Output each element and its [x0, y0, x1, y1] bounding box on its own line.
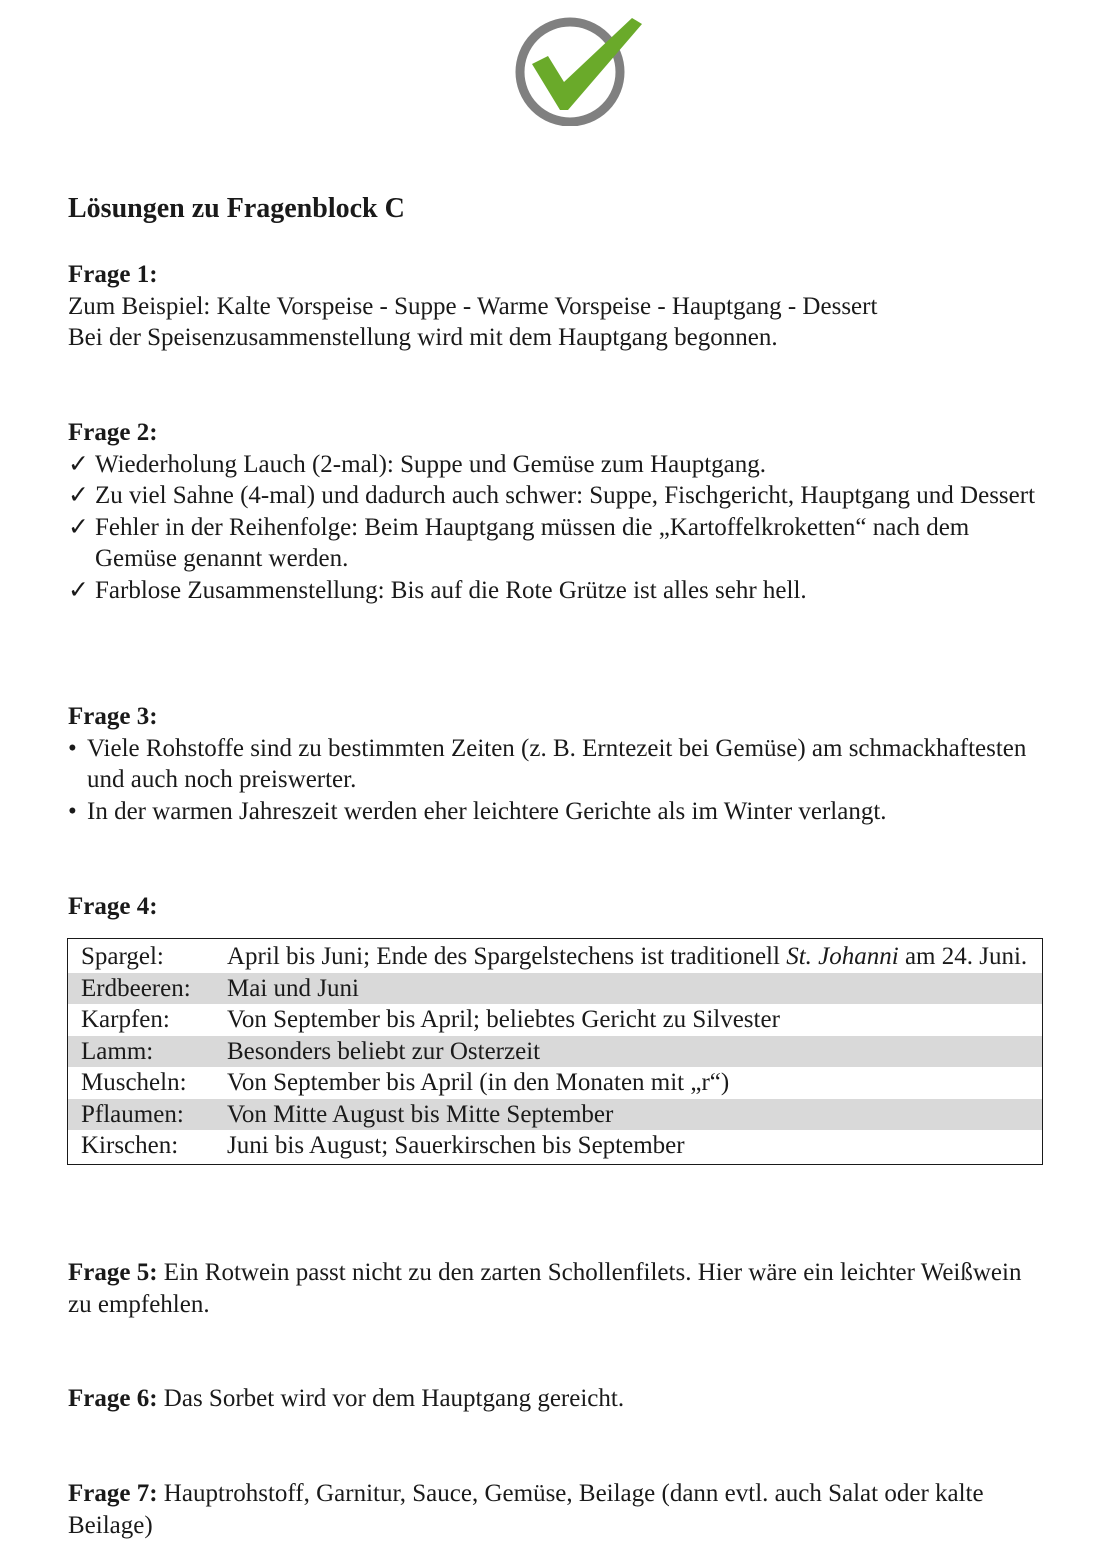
table-row	[68, 1067, 1043, 1099]
frage-4-section	[68, 891, 1045, 923]
frage-7-section	[68, 1478, 1045, 1541]
frage-6-section	[68, 1383, 1045, 1415]
table-cell-name: Spargel:	[81, 943, 164, 970]
list-item	[68, 480, 1045, 512]
table-cell-text: Mai und Juni	[227, 973, 1043, 1005]
list-item-text: Viele Rohstoffe sind zu bestimmten Zeiten (z. B. Erntezeit bei Gemüse) am schmackhaftesten und auch noch preiswerter.	[87, 734, 1027, 793]
frage-4-heading: Frage 4:	[68, 893, 158, 920]
checkmark-icon: ✓	[68, 482, 89, 509]
frage-5-section	[68, 1257, 1045, 1320]
frage-1-section	[68, 259, 1045, 354]
table-row	[68, 973, 1043, 1005]
table-row	[68, 1130, 1043, 1164]
table-row	[68, 1036, 1043, 1068]
frage-5-heading: Frage 5:	[68, 1259, 158, 1286]
list-item	[68, 449, 1045, 481]
table-cell-text: Von Mitte August bis Mitte September	[227, 1099, 1043, 1131]
table-cell-text: Von September bis April; beliebtes Gericht zu Silvester	[227, 1006, 780, 1033]
table-cell-name: Erdbeeren:	[68, 973, 228, 1005]
frage-1-line: Zum Beispiel: Kalte Vorspeise - Suppe - Warme Vorspeise - Hauptgang - Dessert	[68, 292, 878, 320]
table-cell-text: Von September bis April (in den Monaten mit „r“)	[227, 1069, 730, 1096]
list-item	[68, 512, 1045, 575]
list-item	[68, 575, 1045, 607]
table-row	[68, 1004, 1043, 1036]
checkmark-icon: ✓	[68, 450, 89, 478]
frage-3-heading: Frage 3:	[68, 703, 158, 730]
table-cell-name: Muscheln:	[81, 1069, 187, 1096]
season-table	[67, 938, 1043, 1165]
list-item-text: Fehler in der Reihenfolge: Beim Hauptgang müssen die „Kartoffelkroketten“ nach dem Gemüse genannt werden.	[95, 513, 970, 572]
table-cell-text: Besonders beliebt zur Osterzeit	[227, 1036, 1043, 1068]
table-cell-name: Karpfen:	[81, 1006, 170, 1033]
checkmark-icon: ✓	[68, 513, 89, 541]
bullet-icon: •	[68, 734, 77, 762]
italic-term: St. Johanni	[786, 943, 899, 970]
table-cell-text: Juni bis August; Sauerkirschen bis September	[227, 1132, 685, 1159]
frage-5-text: Ein Rotwein passt nicht zu den zarten Schollenfilets. Hier wäre ein leichter Weißwein zu empfehlen.	[68, 1259, 1022, 1318]
list-item-text: Farblose Zusammenstellung: Bis auf die Rote Grütze ist alles sehr hell.	[95, 576, 807, 604]
list-item-text: Wiederholung Lauch (2-mal): Suppe und Gemüse zum Hauptgang.	[95, 450, 767, 478]
table-cell-text: April bis Juni; Ende des Spargelstechens ist traditionell St. Johanni am 24. Juni.	[227, 943, 1028, 970]
table-row	[68, 1099, 1043, 1131]
table-row	[68, 939, 1043, 973]
list-item	[68, 733, 1045, 796]
frage-2-section	[68, 417, 1045, 606]
frage-7-text: Hauptrohstoff, Garnitur, Sauce, Gemüse, Beilage (dann evtl. auch Salat oder kalte Beilage)	[68, 1480, 984, 1539]
frage-3-section	[68, 701, 1045, 827]
list-item	[68, 796, 1045, 828]
table-cell-name: Lamm:	[68, 1036, 228, 1068]
list-item-text: In der warmen Jahreszeit werden eher leichtere Gerichte als im Winter verlangt.	[87, 797, 887, 825]
frage-6-text: Das Sorbet wird vor dem Hauptgang gereicht.	[163, 1385, 625, 1412]
list-item-text: Zu viel Sahne (4-mal) und dadurch auch schwer: Suppe, Fischgericht, Hauptgang und Dessert	[95, 482, 1036, 509]
frage-1-line: Bei der Speisenzusammenstellung wird mit dem Hauptgang begonnen.	[68, 324, 778, 351]
checkmark-logo-icon	[512, 14, 644, 126]
page-title: Lösungen zu Fragenblock C	[68, 193, 405, 224]
checkmark-icon: ✓	[68, 576, 89, 604]
frage-2-heading: Frage 2:	[68, 419, 158, 446]
frage-6-heading: Frage 6:	[68, 1385, 158, 1412]
bullet-icon: •	[68, 797, 77, 825]
table-cell-name: Pflaumen:	[68, 1099, 228, 1131]
frage-7-heading: Frage 7:	[68, 1480, 158, 1507]
table-cell-name: Kirschen:	[81, 1132, 179, 1159]
frage-1-heading: Frage 1:	[68, 261, 158, 288]
